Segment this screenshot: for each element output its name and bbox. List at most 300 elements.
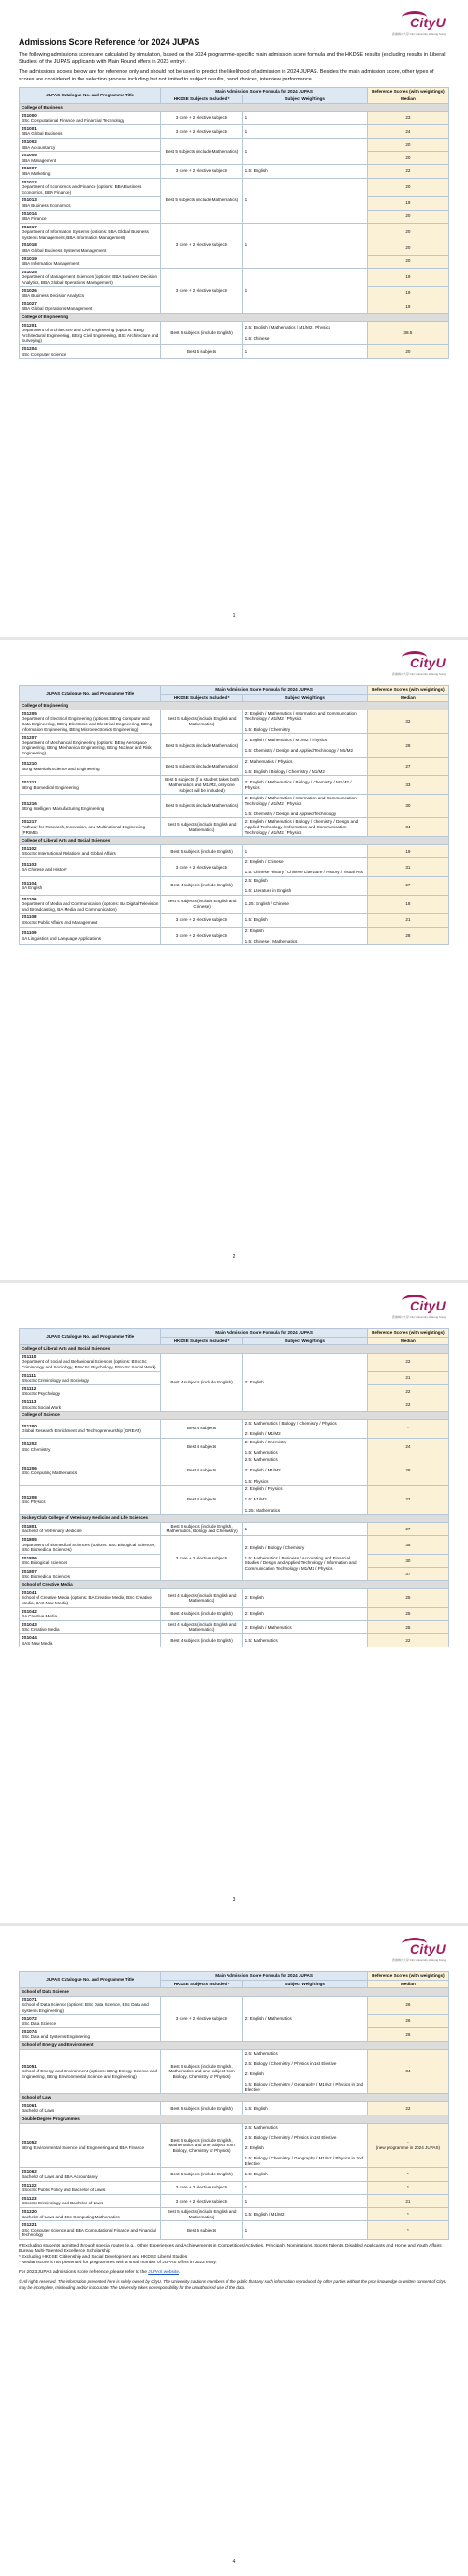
programme-cell: JS1051 School of Energy and Environment (options: BEng Energy Science and Engineering, BEng Environmental Science and Engineering) <box>20 2049 161 2094</box>
median-cell: 25 <box>367 1588 448 1607</box>
subjects-cell: 3 core + 2 elective subjects <box>161 2181 242 2194</box>
median-cell: 22 <box>367 165 448 178</box>
table-row <box>20 876 449 895</box>
programme-cell: JS1000 BSc Computational Finance and Financial Technology <box>20 111 161 124</box>
weightings-cell: 2.5: Mathematics 2.5: Biology / Chemistry / Physics in 1st Elective 2: English 1.5: Biology / Chemistry / Geography / M1/M2 / Physics in 2nd Elective <box>242 2123 367 2168</box>
table-row <box>20 1486 449 1515</box>
table-row <box>20 858 449 877</box>
subjects-cell: Best 5 subjects (include English and Mathematics) <box>161 710 242 733</box>
median-cell: 38.5 <box>367 321 448 344</box>
weightings-cell: 2.5: Mathematics / Biology / Chemistry / Physics 2: English / M1/M2 <box>242 1419 367 1438</box>
subjects-cell: 3 core + 2 elective subjects <box>161 2194 242 2207</box>
median-cell: 20 <box>367 210 448 223</box>
section-row <box>20 837 449 845</box>
section-row <box>20 1345 449 1354</box>
median-cell: 33 <box>367 776 448 795</box>
programme-cell: JS1801 Bachelor of Veterinary Medicine <box>20 1522 161 1535</box>
subjects-cell: 3 core + 2 elective subjects <box>161 1536 242 1581</box>
median-cell: 22 <box>367 1398 448 1411</box>
median-cell: 20 <box>367 255 448 268</box>
page-number: 3 <box>232 1897 236 1903</box>
programme-cell: JS1112 BSocSc Psychology <box>20 1384 161 1398</box>
weightings-cell: 1 <box>242 2194 367 2207</box>
programme-cell: JS1019 BBA Information Management <box>20 255 161 268</box>
weightings-cell: 1 <box>242 2221 367 2240</box>
weightings-cell: 1 <box>242 268 367 313</box>
programme-cell: JS1204 BSc Computer Science <box>20 344 161 358</box>
subjects-cell: 3 core + 2 elective subjects <box>161 1996 242 2041</box>
median-cell: 22 <box>367 1486 448 1515</box>
page-number: 4 <box>232 2559 236 2565</box>
table-row <box>20 1620 449 1633</box>
programme-cell: JS1017 Department of Information Systems (options: BBA Global Business Systems Management, BBA Information Management) <box>20 223 161 242</box>
column-header-weightings: Subject Weightings <box>242 1337 367 1345</box>
programme-cell: JS1109 BA Linguistics and Language Applications <box>20 927 161 945</box>
section-heading: School of Creative Media <box>20 1581 449 1589</box>
median-cell: 21 <box>367 1371 448 1384</box>
median-cell: 24 <box>367 1438 448 1456</box>
section-row <box>20 702 449 710</box>
column-header-median: Median <box>367 1337 448 1345</box>
median-cell: 27 <box>367 876 448 895</box>
footnote: * Median score is not presented for programmes with a small number of JUPAS offers in 2023 entry. <box>19 2260 217 2265</box>
section-row <box>20 2041 449 2049</box>
section-row <box>20 314 449 322</box>
subjects-cell: Best 5 subjects (include English) <box>161 321 242 344</box>
programme-cell: JS1805 Department of Biomedical Sciences (options: BSc Biological Sciences, BSc Biomedical Sciences) <box>20 1536 161 1555</box>
subjects-cell: Best 4 subjects (include English and Chinese) <box>161 895 242 914</box>
table-row <box>20 2181 449 2194</box>
copyright-footer: © All rights reserved. The information presented here is solely owned by CityU. The University cautions members of the public that any such information reproduced by other parties without the prior knowledge or written consent of CityU may be incomplete, misleading and/or inaccurate. The University takes no responsibility for the unauthorised use of the data. <box>19 2278 446 2290</box>
programme-cell: JS1208 BSc Physics <box>20 1486 161 1515</box>
table-row <box>20 111 449 124</box>
median-cell: 20 <box>367 152 448 165</box>
subjects-cell: Best 4 subjects <box>161 1419 242 1438</box>
page-3 <box>0 1283 468 1920</box>
weightings-cell: 2: English / Mathematics / Information and Communication Technology / M1/M2 / Physics 1.5: Biology / Chemistry <box>242 710 367 733</box>
programme-cell: JS1216 BEng Intelligent Manufacturing Engineering <box>20 795 161 818</box>
median-cell: 19 <box>367 300 448 313</box>
section-heading: College of Engineering <box>20 314 449 322</box>
section-heading: School of Energy and Environment <box>20 2041 449 2049</box>
weightings-cell: 2: English / Biology / Chemistry 1.5: Mathematics / Business / Accounting and Financial Studies / Design and Applied Technology / Information and Communication Technology / M1/M2 / Physics <box>242 1536 367 1581</box>
section-row <box>20 1988 449 1997</box>
subjects-cell: Best 5 subjects (include English) <box>161 2168 242 2181</box>
programme-cell: JS1007 BBA Marketing <box>20 165 161 178</box>
column-header-subjects: HKDSE Subjects Included * <box>161 694 242 702</box>
table-row <box>20 138 449 151</box>
programme-cell: JS1807 BSc Biomedical Sciences <box>20 1567 161 1580</box>
section-heading: Jockey Club College of Veterinary Medicine and Life Sciences <box>20 1515 449 1523</box>
median-cell: 18 <box>367 895 448 914</box>
subjects-cell: Best 5 subjects (include English, Mathematics and one subject from Biology, Chemistry or Physics) <box>161 2049 242 2094</box>
section-heading: Double Degree Programmes <box>20 2115 449 2124</box>
programme-cell: JS1025 Department of Management Sciences (options: BBA Business Decision Analytics, BBA Global Operations Management) <box>20 268 161 286</box>
column-header-formula: Main Admission Score Formula for 2024 JUPAS <box>161 686 367 695</box>
weightings-cell: 1.5: English <box>242 2101 367 2115</box>
table-row <box>20 178 449 197</box>
cityu-logo: CityU 香港城市大學 City University of Hong Kong <box>397 1295 446 1323</box>
table-row <box>20 710 449 733</box>
programme-cell: JS1103 BA Chinese and History <box>20 858 161 877</box>
programme-cell: JS1111 BSocSc Criminology and Sociology <box>20 1371 161 1384</box>
median-cell: 22 <box>367 1353 448 1371</box>
programme-cell: JS1027 BBA Global Operations Management <box>20 300 161 313</box>
weightings-cell: 2: English / Mathematics / Biology / Chemistry / M1/M2 / Physics <box>242 776 367 795</box>
median-cell: 28 <box>367 927 448 945</box>
footnotes <box>19 2244 449 2276</box>
programme-cell: JS1012 Department of Economics and Finance (options: BBA Business Economics, BBA Finance) <box>20 178 161 197</box>
programme-cell: JS1043 BSc Creative Media <box>20 1620 161 1633</box>
median-cell: 26 <box>367 2027 448 2041</box>
weightings-cell: 1 <box>242 138 367 164</box>
programme-cell: JS1113 BSocSc Social Work <box>20 1398 161 1411</box>
weightings-cell: 2: English / Mathematics / M1/M2 / Physics 1.5: Chemistry / Design and Applied Technology / M1/M2 <box>242 734 367 757</box>
programme-cell: JS1044 BAS New Media <box>20 1633 161 1647</box>
table-row <box>20 124 449 138</box>
section-heading: School of Law <box>20 2094 449 2102</box>
score-table <box>19 685 449 945</box>
median-cell: 19 <box>367 268 448 286</box>
table-row <box>20 1522 449 1535</box>
subjects-cell: Best 4 subjects (include English and Mathematics) <box>161 1588 242 1607</box>
weightings-cell: 2: English / Mathematics <box>242 1620 367 1633</box>
median-cell: 34 <box>367 2049 448 2094</box>
weightings-cell: 1 <box>242 124 367 138</box>
median-cell: 30 <box>367 795 448 818</box>
page-1 <box>0 0 468 637</box>
section-row <box>20 2094 449 2102</box>
table-row <box>20 223 449 242</box>
section-row <box>20 1581 449 1589</box>
subjects-cell: Best 5 subjects (include English and Mathematics) <box>161 2207 242 2220</box>
footnote: # Excluding students admitted through special routes (e.g., Other Experiences and Achievements in Competitions/Activities, Principal's Nominations, Sports Talents, Disabled Applicants and Home and Youth Affairs Bureau Multi-Talented Excellence Scholarship <box>19 2243 442 2254</box>
subjects-cell: Best 5 subjects <box>161 344 242 358</box>
median-cell: 19 <box>367 844 448 857</box>
programme-cell: JS1207 Department of Mechanical Engineering (options: BEng Aerospace Engineering, BEng Mechanical Engineering, BEng Nuclear and Risk Engineering) <box>20 734 161 757</box>
programme-cell: JS1104 BA English <box>20 876 161 895</box>
table-row <box>20 776 449 795</box>
table-row <box>20 2049 449 2094</box>
median-cell: 27 <box>367 1522 448 1535</box>
median-cell: 35 <box>367 1536 448 1555</box>
weightings-cell: 2: English 1.5: Chinese / Mathematics <box>242 927 367 945</box>
table-row <box>20 268 449 286</box>
programme-cell: JS1001 BBA Global Business <box>20 124 161 138</box>
column-header-programme: JUPAS Catalogue No. and Programme Title <box>20 1972 161 1988</box>
subjects-cell: 3 core + 2 elective subjects <box>161 268 242 313</box>
cityu-logo: CityU 香港城市大學 City University of Hong Kong <box>397 11 446 39</box>
median-cell: 20 <box>367 138 448 151</box>
subjects-cell: 3 core + 2 elective subjects <box>161 927 242 945</box>
median-cell: 25 <box>367 1620 448 1633</box>
median-cell: 22 <box>367 1633 448 1647</box>
programme-cell: JS1013 BBA Business Economics <box>20 197 161 210</box>
column-header-programme: JUPAS Catalogue No. and Programme Title <box>20 1329 161 1345</box>
weightings-cell: 2: English <box>242 1588 367 1607</box>
subjects-cell: Best 5 subjects <box>161 2221 242 2240</box>
median-cell: 28 <box>367 1456 448 1486</box>
median-cell: * <box>367 2168 448 2181</box>
table-row <box>20 2194 449 2207</box>
column-header-reference: Reference Scores (with weightings) <box>367 87 448 95</box>
weightings-cell: 1 <box>242 344 367 358</box>
table-row <box>20 1438 449 1456</box>
median-cell: 20 <box>367 223 448 242</box>
median-cell: 37 <box>367 1567 448 1580</box>
subjects-cell: Best 5 subjects (include Mathematics) <box>161 178 242 223</box>
subjects-cell: Best 4 subjects <box>161 1456 242 1486</box>
subjects-cell: Best 5 subjects (if a student takes both Mathematics and M1/M2, only one subject will be included) <box>161 776 242 795</box>
table-row <box>20 2207 449 2220</box>
table-row <box>20 1633 449 1647</box>
section-row <box>20 1515 449 1523</box>
median-cell: - (new programme in 2024 JUPAS) <box>367 2123 448 2168</box>
section-heading: College of Business <box>20 104 449 112</box>
section-heading: College of Engineering <box>20 702 449 710</box>
programme-cell: JS1074 BSc Data and Systems Engineering <box>20 2027 161 2041</box>
median-cell: 21 <box>367 914 448 927</box>
programme-cell: JS1014 BBA Finance <box>20 210 161 223</box>
programme-cell: JS1018 BBA Global Business Systems Management <box>20 242 161 255</box>
subjects-cell: Best 5 subjects (include English, Mathematics and one subject from Biology, Chemistry or Physics) <box>161 2123 242 2168</box>
subjects-cell: 3 core + 2 elective subjects <box>161 165 242 178</box>
page-4 <box>0 1926 468 2576</box>
programme-cell: JS1122 BSocSc Public Policy and Bachelor of Laws <box>20 2181 161 2194</box>
weightings-cell: 1 <box>242 223 367 268</box>
median-cell: 28 <box>367 734 448 757</box>
weightings-cell: 1.5: Mathematics <box>242 1633 367 1647</box>
programme-cell: JS1102 BSocSc International Relations and Global Affairs <box>20 844 161 857</box>
weightings-cell: 2: English / Mathematics / Information and Communication Technology / M1/M2 / Physics 1.5: Chemistry / Design and Applied Technology <box>242 795 367 818</box>
column-header-formula: Main Admission Score Formula for 2024 JUPAS <box>161 1329 367 1338</box>
table-row <box>20 1456 449 1486</box>
table-row <box>20 2123 449 2168</box>
weightings-cell: 2.5: English / Mathematics / M1/M2 / Physics 1.5: Chinese <box>242 321 367 344</box>
median-cell: 30 <box>367 1554 448 1567</box>
score-table <box>19 1971 449 2240</box>
weightings-cell: 2: English <box>242 1353 367 1411</box>
programme-cell: JS1206 BSc Computing Mathematics <box>20 1456 161 1486</box>
jupas-website-link[interactable]: JUPAS website <box>148 2269 179 2275</box>
reference-line: For 2023 JUPAS admissions score reference, please refer to the JUPAS website. <box>19 2269 181 2275</box>
median-cell: 20 <box>367 344 448 358</box>
subjects-cell: Best 4 subjects (include English) <box>161 1607 242 1620</box>
median-cell: 34 <box>367 818 448 837</box>
table-row <box>20 914 449 927</box>
programme-cell: JS1108 BSocSc Public Affairs and Management <box>20 914 161 927</box>
median-cell: 22 <box>367 2101 448 2115</box>
subjects-cell: Best 4 subjects <box>161 1486 242 1515</box>
weightings-cell: 1.5: English <box>242 165 367 178</box>
page-title: Admissions Score Reference for 2024 JUPAS <box>19 37 200 47</box>
median-cell: * <box>367 2221 448 2240</box>
column-header-weightings: Subject Weightings <box>242 95 367 104</box>
median-cell: 26 <box>367 2014 448 2027</box>
programme-cell: JS1072 BSc Data Science <box>20 2014 161 2027</box>
table-row <box>20 321 449 344</box>
median-cell: 19 <box>367 197 448 210</box>
median-cell: 24 <box>367 124 448 138</box>
median-cell: 19 <box>367 286 448 300</box>
programme-cell: JS1211 BEng Biomedical Engineering <box>20 776 161 795</box>
page-2 <box>0 640 468 1277</box>
section-heading: School of Data Science <box>20 1988 449 1997</box>
weightings-cell: 2: English / Chinese 1.5: Chinese History / Chinese Literature / History / Visual Arts <box>242 858 367 877</box>
intro-paragraph-2: The admissions scores below are for reference only and should not be used to predict the likelihood of admission in 2024 JUPAS. Besides the main admission score, other types of scores are considered in the selection process including but not limited to subject results, band choices, interview performance. <box>19 69 434 82</box>
programme-cell: JS1071 School of Data Science (options: BSc Data Science, BSc Data and Systems Engineering) <box>20 1996 161 2014</box>
programme-cell: JS1042 BA Creative Media <box>20 1607 161 1620</box>
subjects-cell: Best 5 subjects (include English, Mathematics, Biology and Chemistry) <box>161 1522 242 1535</box>
table-row <box>20 1607 449 1620</box>
column-header-weightings: Subject Weightings <box>242 694 367 702</box>
table-row <box>20 818 449 837</box>
median-cell: 23 <box>367 111 448 124</box>
median-cell: 26 <box>367 1996 448 2014</box>
cityu-logo: CityU 香港城市大學 City University of Hong Kong <box>397 651 446 680</box>
programme-cell: JS1210 BEng Materials Science and Engineering <box>20 757 161 776</box>
subjects-cell: 3 core + 2 elective subjects <box>161 111 242 124</box>
subjects-cell: Best 5 subjects (include English) <box>161 844 242 857</box>
weightings-cell: 1 <box>242 1522 367 1535</box>
table-row <box>20 734 449 757</box>
column-header-subjects: HKDSE Subjects Included * <box>161 95 242 104</box>
median-cell: 27 <box>367 757 448 776</box>
weightings-cell: 2: English / Mathematics <box>242 1996 367 2041</box>
subjects-cell: Best 5 subjects (include Mathematics) <box>161 757 242 776</box>
median-cell: 31 <box>367 858 448 877</box>
median-cell: * <box>367 1419 448 1438</box>
column-header-formula: Main Admission Score Formula for 2024 JUPAS <box>161 87 367 95</box>
programme-cell: JS1217 Pathway for Research, Innovation, and Multinational Engineering (PRIME) <box>20 818 161 837</box>
median-cell: 25 <box>367 1607 448 1620</box>
programme-cell: JS1062 Bachelor of Laws and BBA Accountancy <box>20 2168 161 2181</box>
section-heading: College of Liberal Arts and Social Sciences <box>20 1345 449 1354</box>
programme-cell: JS1221 BSc Computer Science and BBA Computational Finance and Financial Technology <box>20 2221 161 2240</box>
column-header-programme: JUPAS Catalogue No. and Programme Title <box>20 686 161 702</box>
subjects-cell: 3 core + 2 elective subjects <box>161 914 242 927</box>
table-row <box>20 844 449 857</box>
table-row <box>20 1588 449 1607</box>
subjects-cell: 3 core + 2 elective subjects <box>161 223 242 268</box>
subjects-cell: 3 core + 2 elective subjects <box>161 124 242 138</box>
programme-cell: JS1002 BBA Accountancy <box>20 138 161 151</box>
subjects-cell: Best 4 subjects (include English) <box>161 876 242 895</box>
table-row <box>20 1353 449 1371</box>
programme-cell: JS1806 BSc Biological Sciences <box>20 1554 161 1567</box>
subjects-cell: Best 5 subjects (include Mathematics) <box>161 734 242 757</box>
score-table <box>19 1328 449 1647</box>
subjects-cell: Best 4 subjects (include English) <box>161 1633 242 1647</box>
weightings-cell: 1.5: English <box>242 2168 367 2181</box>
column-header-formula: Main Admission Score Formula for 2024 JUPAS <box>161 1972 367 1981</box>
median-cell: 32 <box>367 710 448 733</box>
weightings-cell: 2: English <box>242 1607 367 1620</box>
column-header-reference: Reference Scores (with weightings) <box>367 1329 448 1338</box>
table-row <box>20 2168 449 2181</box>
column-header-median: Median <box>367 95 448 104</box>
column-header-weightings: Subject Weightings <box>242 1980 367 1988</box>
table-row <box>20 757 449 776</box>
programme-cell: JS1026 BBA Business Decision Analytics <box>20 286 161 300</box>
subjects-cell: Best 5 subjects (include English and Mathematics) <box>161 818 242 837</box>
column-header-programme: JUPAS Catalogue No. and Programme Title <box>20 87 161 103</box>
cityu-logo: CityU 香港城市大學 City University of Hong Kong <box>397 1938 446 1966</box>
section-row <box>20 1412 449 1420</box>
programme-cell: JS1200 Global Research Enrichment and Technopreneurship (GREAT) <box>20 1419 161 1438</box>
subjects-cell: Best 5 subjects (include English) <box>161 2101 242 2115</box>
column-header-subjects: HKDSE Subjects Included * <box>161 1980 242 1988</box>
weightings-cell: 1 <box>242 844 367 857</box>
median-cell: * <box>367 2181 448 2194</box>
page-number: 2 <box>232 1254 236 1260</box>
weightings-cell: 2: English / Mathematics / Biology / Chemistry / Design and Applied Technology / Information and Communication Technology / M1/M2 / Physics <box>242 818 367 837</box>
section-heading: College of Science <box>20 1412 449 1420</box>
weightings-cell: 1.5: English <box>242 914 367 927</box>
table-row <box>20 1996 449 2014</box>
programme-cell: JS1220 Bachelor of Laws and BSc Computing Mathematics <box>20 2207 161 2220</box>
table-row <box>20 2221 449 2240</box>
table-row <box>20 165 449 178</box>
section-row <box>20 104 449 112</box>
programme-cell: JS1205 Department of Electrical Engineering (options: BEng Computer and Data Engineering, BEng Electronic and Electrical Engineering, BEng Information Engineering, BEng Microelectronics Engineering) <box>20 710 161 733</box>
column-header-reference: Reference Scores (with weightings) <box>367 1972 448 1981</box>
programme-cell: JS1106 Department of Media and Communication (options: BA Digital Television and Broadcasting, BA Media and Communication) <box>20 895 161 914</box>
weightings-cell: 1.5: English / M1/M2 <box>242 2207 367 2220</box>
page-number: 1 <box>232 613 236 619</box>
table-row <box>20 895 449 914</box>
median-cell: 22 <box>367 1384 448 1398</box>
weightings-cell: 1 <box>242 2181 367 2194</box>
section-heading: College of Liberal Arts and Social Sciences <box>20 837 449 845</box>
table-row <box>20 2101 449 2115</box>
programme-cell: JS1201 Department of Architecture and Civil Engineering (options: BEng Architectural Engineering, BEng Civil Engineering, BSc Architecture and Surveying) <box>20 321 161 344</box>
median-cell: 20 <box>367 242 448 255</box>
subjects-cell: Best 5 subjects (include Mathematics) <box>161 795 242 818</box>
section-row <box>20 2115 449 2124</box>
programme-cell: JS1123 BSocSc Criminology and Bachelor of Laws <box>20 2194 161 2207</box>
weightings-cell: 2: English / Physics 1.5: M1/M2 1.25: Mathematics <box>242 1486 367 1515</box>
weightings-cell: 1 <box>242 111 367 124</box>
programme-cell: JS1061 Bachelor of Laws <box>20 2101 161 2115</box>
weightings-cell: 2.5: English 1.5: Literature in English <box>242 876 367 895</box>
column-header-median: Median <box>367 1980 448 1988</box>
subjects-cell: Best 4 subjects (include English) <box>161 1353 242 1411</box>
weightings-cell: 2: Mathematics / Physics 1.5: English / Biology / Chemistry / M1/M2 <box>242 757 367 776</box>
programme-cell: JS1005 BBA Management <box>20 152 161 165</box>
programme-cell: JS1041 School of Creative Media (options: BA Creative Media, BSc Creative Media, BAS New Media) <box>20 1588 161 1607</box>
table-row <box>20 795 449 818</box>
weightings-cell: 2: English / Chemistry 1.5: Mathematics <box>242 1438 367 1456</box>
subjects-cell: Best 5 subjects (include Mathematics) <box>161 138 242 164</box>
subjects-cell: Best 4 subjects (include English and Mathematics) <box>161 1620 242 1633</box>
column-header-median: Median <box>367 694 448 702</box>
column-header-subjects: HKDSE Subjects Included * <box>161 1337 242 1345</box>
subjects-cell: 3 core + 2 elective subjects <box>161 858 242 877</box>
subjects-cell: Best 4 subjects <box>161 1438 242 1456</box>
median-cell: * <box>367 2207 448 2220</box>
table-row <box>20 927 449 945</box>
intro-paragraph-1: The following admissions scores are calculated by simulation, based on the 2024 programme-specific main admission score formula and the HKDSE results (excluding results in Liberal Studies) of the JUPAS applicants with Main Round offers in 2023 entry#. <box>19 52 446 66</box>
median-cell: 21 <box>367 2194 448 2207</box>
weightings-cell: 2.5: Mathematics 2.5: Biology / Chemistry / Physics in 1st Elective 2: English 1.5: Biology / Chemistry / Geography / M1/M2 / Physics in 2nd Elective <box>242 2049 367 2094</box>
weightings-cell: 1.25: English / Chinese <box>242 895 367 914</box>
table-row <box>20 1419 449 1438</box>
programme-cell: JS1052 BEng Environmental Science and Engineering and BBA Finance <box>20 2123 161 2168</box>
median-cell: 20 <box>367 178 448 197</box>
programme-cell: JS1110 Department of Social and Behavioural Sciences (options: BSocSc Criminology and Sociology, BSocSc Psychology, BSocSc Social Work) <box>20 1353 161 1371</box>
footnote: * Excluding HKDSE Citizenship and Social Development and HKDSE Liberal Studies <box>19 2254 188 2260</box>
